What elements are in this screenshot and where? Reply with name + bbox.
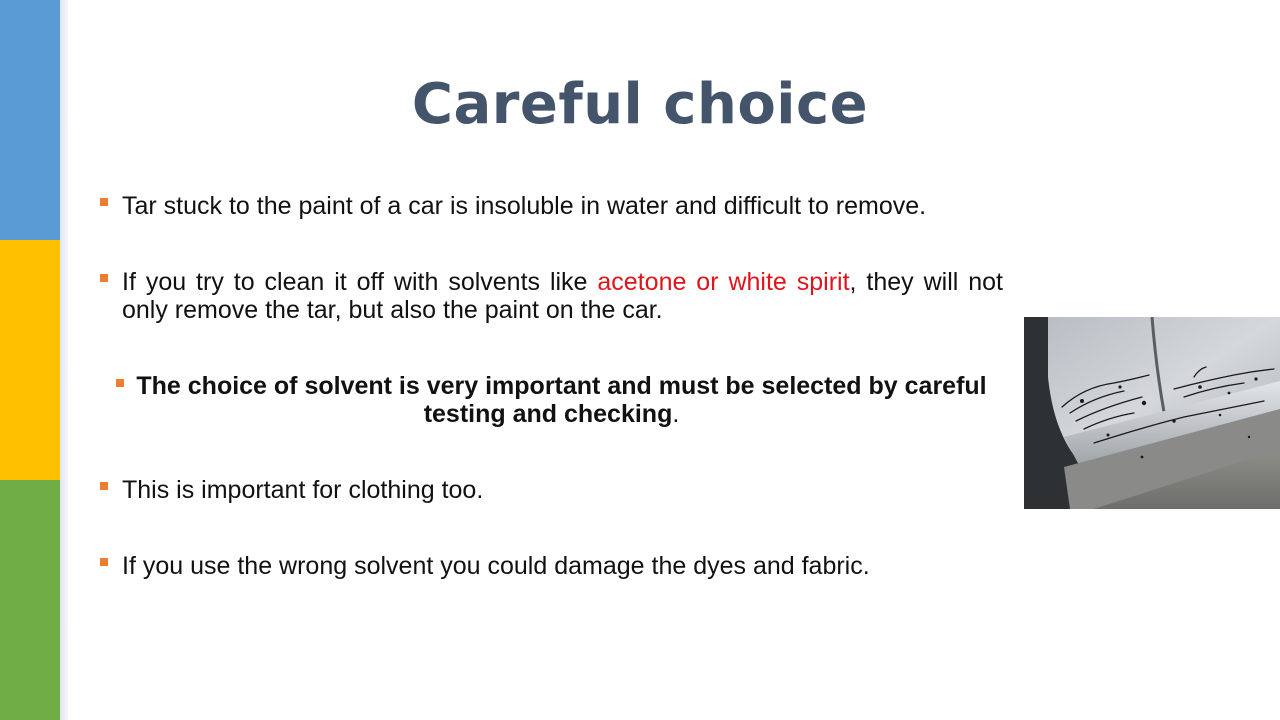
bullet-item-emphasis bbox=[100, 372, 1003, 428]
bullet-marker-icon bbox=[116, 379, 124, 387]
bullet-bold-text: The choice of solvent is very important and must be selected by careful testing and checking bbox=[136, 372, 987, 428]
bullet-text: This is important for clothing too. bbox=[122, 476, 484, 504]
bullet-marker-icon bbox=[100, 558, 108, 566]
bullet-text: Tar stuck to the paint of a car is insoluble in water and difficult to remove. bbox=[122, 192, 927, 220]
bullet-list bbox=[100, 192, 1003, 580]
car-tar-photo bbox=[1024, 317, 1280, 509]
bullet-marker-icon bbox=[100, 198, 108, 206]
bullet-item bbox=[100, 476, 1003, 504]
slide-title: Careful choice bbox=[411, 72, 869, 137]
left-band-green bbox=[0, 480, 60, 720]
bullet-item bbox=[100, 552, 1003, 580]
bullet-text: If you use the wrong solvent you could damage the dyes and fabric. bbox=[122, 552, 870, 580]
left-band-yellow bbox=[0, 240, 60, 480]
bullet-marker-icon bbox=[100, 482, 108, 490]
bullet-item bbox=[100, 268, 1003, 324]
bullet-text-before: If you try to clean it off with solvents like bbox=[122, 268, 598, 296]
bullet-tail: . bbox=[672, 400, 680, 428]
bullet-item bbox=[100, 192, 1003, 220]
bullet-text-after: , they will not only remove the tar, but also the paint on the car. bbox=[122, 268, 1003, 324]
bullet-highlight: acetone or white spirit bbox=[597, 268, 850, 296]
bullet-marker-icon bbox=[100, 274, 108, 282]
